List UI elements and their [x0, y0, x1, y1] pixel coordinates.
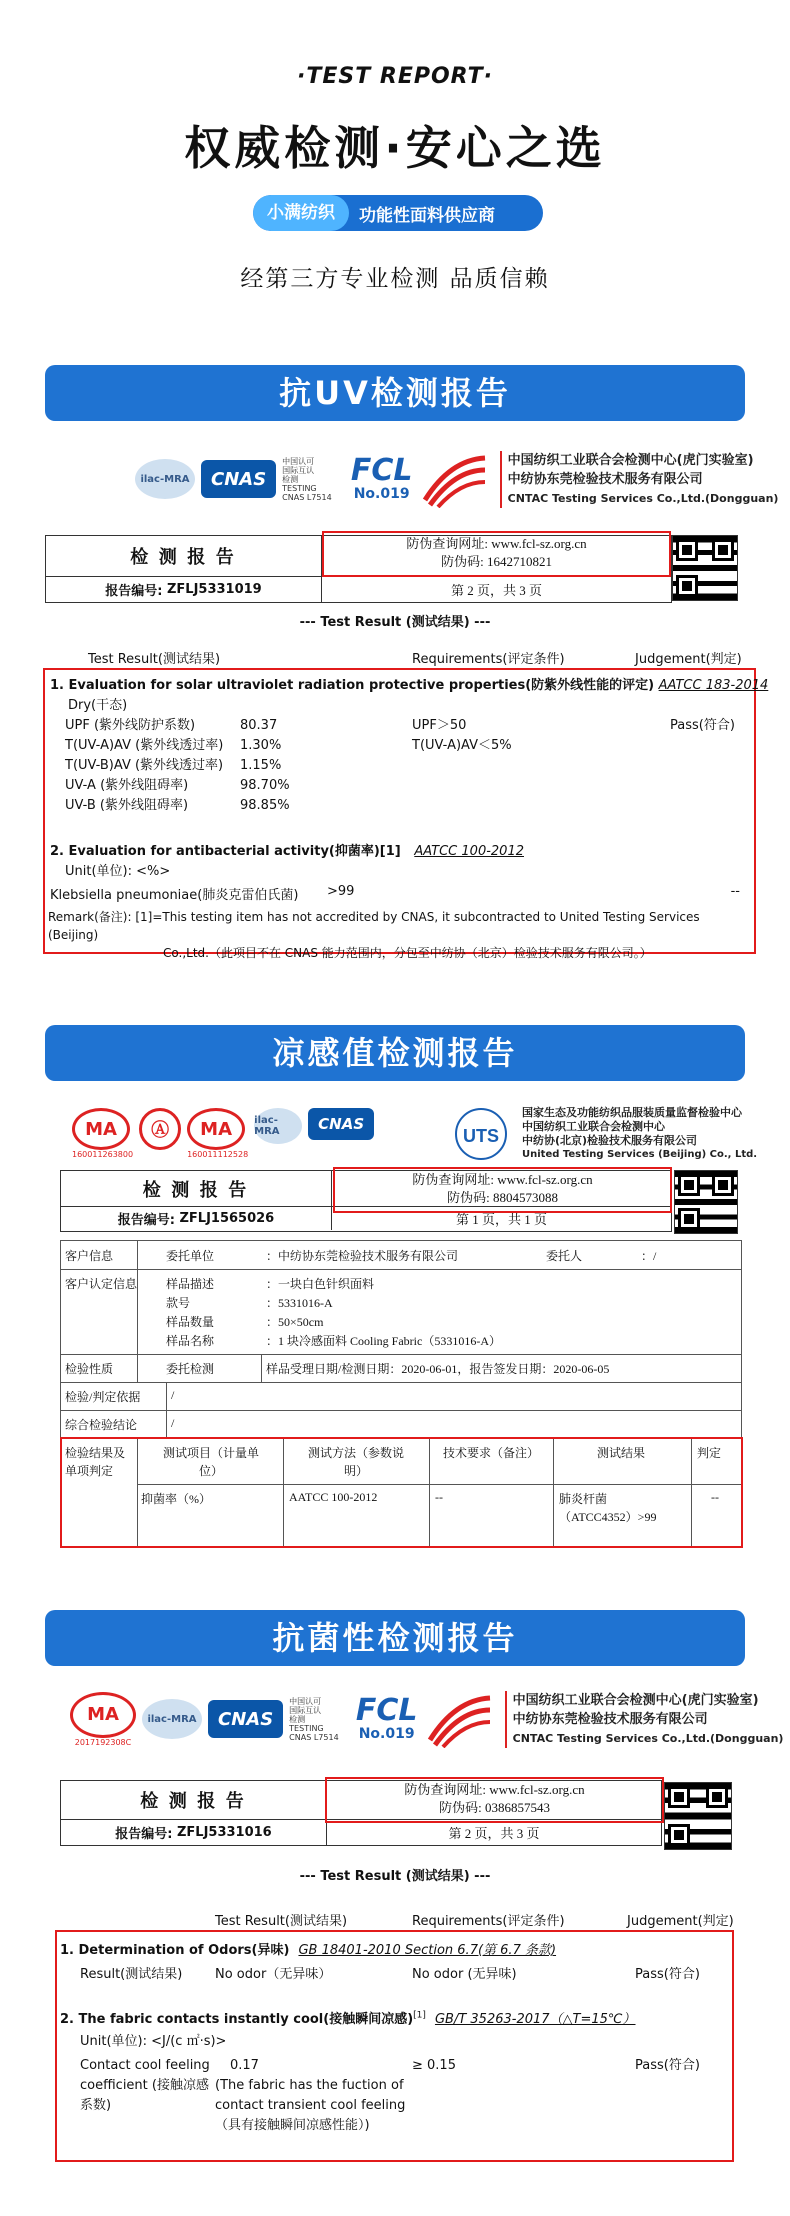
uts-logo-icon	[448, 1106, 514, 1162]
odor-title: 1. Determination of Odors(异味) GB 18401-2010 Section 6.7(第 6.7 条款)	[60, 1943, 557, 1958]
dry-label: Dry(干态)	[68, 698, 128, 713]
cool-title: 2. The fabric contacts instantly cool(接触瞬间凉感)[1] GB/T 35263-2017（△T=15℃）	[60, 2010, 636, 2027]
item1-title: 1. Evaluation for solar ultraviolet radiation protective properties(防紫外线性能的评定) AATCC 183-2014	[50, 678, 769, 693]
col-judge-1: Judgement(判定)	[635, 652, 742, 667]
qr-code-3	[664, 1782, 732, 1850]
unit-1: Unit(单位): <%>	[65, 864, 171, 879]
test-center-name-3: 中国纺织工业联合会检测中心(虎门实验室) 中纺协东莞检验技术服务有限公司 CNTAC Testing Services Co.,Ltd.(Dongguan)	[505, 1691, 784, 1748]
fcl-logo: FCL No.019	[350, 453, 413, 502]
ca-logo: Ⓐ	[139, 1108, 181, 1150]
kicker: ·TEST REPORT·	[296, 64, 493, 89]
unit-3: Unit(单位): <J/(c ㎡·s)>	[80, 2034, 227, 2049]
report-header-1: 检 测 报 告 报告编号: ZFLJ5331019 第 2 页，共 3 页	[45, 535, 672, 603]
qr-code-2	[674, 1170, 738, 1234]
uts-center-name: 国家生态及功能纺织品服装质量监督检验中心 中国纺织工业联合会检测中心 中纺协(北京)检验技术服务有限公司 United Testing Services (Beijing) Co., Ltd.	[522, 1106, 758, 1160]
report-header-2: 检 测 报 告 报告编号: ZFLJ1565026 第 1 页，共 1 页	[60, 1170, 672, 1232]
logo-row-1	[135, 450, 778, 508]
verify-box-2: 防伪查询网址: www.fcl-sz.org.cn 防伪码: 8804573088	[333, 1167, 672, 1213]
cnas-logo: CNAS	[201, 460, 276, 498]
item2-title: 2. Evaluation for antibacterial activity(抑菌率)[1] AATCC 100-2012	[50, 844, 524, 859]
banner-uv: 抗UV检测报告	[45, 365, 745, 421]
uv-results: UPF (紫外线防护系数) 80.37 UPF＞50 Pass(符合) T(UV-A)AV (紫外线透过率) 1.30% T(UV-A)AV＜5% T(UV-B)AV (紫外线透过率) 1.15% UV-A (紫外线阻碍率) 98.70% UV-B (紫外线阻碍率) 98.85%	[65, 718, 735, 813]
nature-row: 检验性质 委托检测 样品受理日期/检测日期：2020-06-01，报告签发日期：2020-06-05	[61, 1354, 741, 1383]
ma-logo: MA	[72, 1108, 130, 1150]
report-header-3: 检 测 报 告 报告编号: ZFLJ5331016 第 2 页，共 3 页	[60, 1780, 662, 1846]
ilac-logo-2: ilac-MRA	[254, 1108, 302, 1144]
cnas-note-3: 中国认可 国际互认 检测 TESTING CNAS L7514	[289, 1696, 339, 1742]
col-test-3: Test Result(测试结果)	[215, 1914, 348, 1929]
conclusion-row: 综合检验结论 /	[61, 1410, 741, 1439]
ma-logo-2: MA	[187, 1108, 245, 1150]
cnas-logo-2: CNAS	[308, 1108, 374, 1140]
banner-cooling: 凉感值检测报告	[45, 1025, 745, 1081]
basis-row: 检验/判定依据 /	[61, 1382, 741, 1411]
ilac-logo: ilac-MRA	[135, 459, 195, 499]
logo-row-3: MA 2017192308C ilac-MRA CNAS 中国认可 国际互认 检测 TESTING CNAS L7514 FCL No.019 中国纺织工业联合会检测中心(虎门实验室) 中纺协东莞检验技术服务有限公司 CNTAC Testing Services Co.,Ltd.(Dongguan)	[70, 1690, 783, 1748]
brand-pill	[253, 195, 543, 231]
results-row: 检验结果及单项判定 测试项目（计量单位） 测试方法（参数说明） 技术要求（备注） 测试结果 判定 抑菌率（%） AATCC 100-2012 -- 肺炎杆菌（ATCC4352）>99 --	[61, 1438, 741, 1546]
test-center-name: 中国纺织工业联合会检测中心(虎门实验室) 中纺协东莞检验技术服务有限公司 CNTAC Testing Services Co.,Ltd.(Dongguan)	[500, 451, 779, 508]
report-no-1: 报告编号: ZFLJ5331019	[46, 577, 322, 602]
cool-row: Contact cool feeling coefficient (接触凉感 系数) 0.17 (The fabric has the fuction of contact transient cool feeling （具有接触瞬间凉感性能）) ≥ 0.15 Pass(符合)	[80, 2058, 700, 2133]
bacteria-row: Klebsiella pneumoniae(肺炎克雷伯氏菌) >99 --	[50, 884, 740, 903]
fcl-logo-3: FCL No.019	[355, 1693, 418, 1742]
ilac-logo-3: ilac-MRA	[142, 1699, 202, 1739]
tagline: 经第三方专业检测 品质信赖	[240, 266, 550, 292]
results-highlight-2	[60, 1437, 743, 1548]
brand-desc: 功能性面料供应商	[359, 205, 495, 226]
verify-box-1: 防伪查询网址: www.fcl-sz.org.cn 防伪码: 1642710821	[322, 531, 671, 577]
banner-antibacterial: 抗菌性检测报告	[45, 1610, 745, 1666]
page-title: 权威检测·安心之选	[184, 121, 606, 175]
test-result-title-3: --- Test Result (测试结果) ---	[299, 1869, 491, 1884]
ma-logo-3: MA	[70, 1692, 136, 1738]
qr-code-1	[672, 535, 738, 601]
col-judge-3: Judgement(判定)	[627, 1914, 734, 1929]
col-test-1: Test Result(测试结果)	[88, 652, 221, 667]
cntac-swirl-icon	[420, 450, 490, 508]
cnas-logo-3: CNAS	[208, 1700, 283, 1738]
client-row: 客户信息 委托单位 ：中纺协东莞检验技术服务有限公司 委托人 ：/	[61, 1241, 741, 1270]
remark-1: Remark(备注): [1]=This testing item has not accredited by CNAS, it subcontracted to United Testing Services (Beijing) Co.,Ltd.（此项目不在 CNAS 能力范围内，分包至中纺协（北京）检验技术服务有限公司。）	[48, 910, 700, 960]
test-result-title-1: --- Test Result (测试结果) ---	[299, 615, 491, 630]
cnas-note: 中国认可 国际互认 检测 TESTING CNAS L7514	[282, 456, 332, 502]
col-req-1: Requirements(评定条件)	[412, 652, 565, 667]
brand-name: 小满纺织	[253, 195, 349, 231]
confirm-info: 客户认定信息 样品描述 ：一块白色针织面料 款号 ：5331016-A 样品数量 ：50×50cm 样品名称 ：1 块冷感面料 Cooling Fabric（5331016-A）	[61, 1269, 741, 1355]
cntac-swirl-icon-3	[425, 1690, 495, 1748]
svg-text:UTS: UTS	[463, 1126, 499, 1146]
odor-row: Result(测试结果) No odor（无异味） No odor (无异味) Pass(符合)	[80, 1967, 700, 1982]
col-req-3: Requirements(评定条件)	[412, 1914, 565, 1929]
logo-row-2: MA 160011263800 Ⓐ MA 160011112528 ilac-MRA CNAS	[72, 1108, 374, 1159]
verify-box-3: 防伪查询网址: www.fcl-sz.org.cn 防伪码: 0386857543	[325, 1777, 664, 1823]
